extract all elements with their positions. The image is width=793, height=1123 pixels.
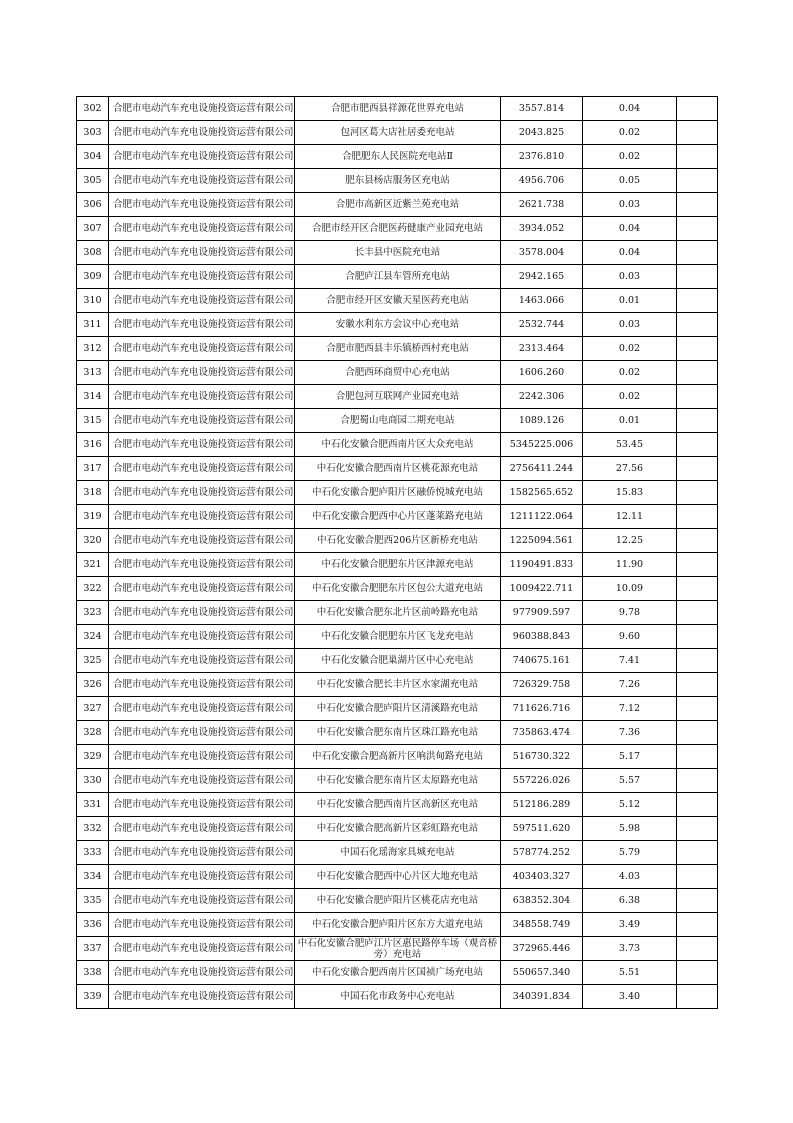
table-row [77,673,718,697]
remark-cell [677,601,718,625]
amount-cell: 5.12 [583,793,677,817]
company-cell: 合肥市电动汽车充电设施投资运营有限公司 [109,769,295,793]
table-row [77,985,718,1009]
table-row [77,409,718,433]
amount-cell: 7.36 [583,721,677,745]
amount-cell: 0.02 [583,145,677,169]
amount-cell: 0.02 [583,337,677,361]
station-name-cell: 中石化安徽合肥西南片区桃花源充电站 [295,457,501,481]
amount-cell: 3.49 [583,913,677,937]
station-name-cell: 中石化安徽合肥西南片区大众充电站 [295,433,501,457]
charge-volume-cell: 2532.744 [501,313,583,337]
row-number-cell: 322 [77,577,109,601]
amount-cell: 5.79 [583,841,677,865]
company-cell: 合肥市电动汽车充电设施投资运营有限公司 [109,601,295,625]
charge-volume-cell: 711626.716 [501,697,583,721]
remark-cell [677,961,718,985]
row-number-cell: 304 [77,145,109,169]
row-number-cell: 309 [77,265,109,289]
row-number-cell: 330 [77,769,109,793]
station-name-cell: 中石化安徽合肥巢湖片区中心充电站 [295,649,501,673]
table-row [77,841,718,865]
table-row [77,721,718,745]
company-cell: 合肥市电动汽车充电设施投资运营有限公司 [109,553,295,577]
table-row [77,505,718,529]
table-row [77,913,718,937]
station-name-cell: 合肥包河互联网产业园充电站 [295,385,501,409]
remark-cell [677,913,718,937]
row-number-cell: 320 [77,529,109,553]
table-row [77,529,718,553]
remark-cell [677,313,718,337]
remark-cell [677,169,718,193]
remark-cell [677,865,718,889]
station-name-cell: 长丰县中医院充电站 [295,241,501,265]
table-row [77,217,718,241]
table-row [77,313,718,337]
subsidy-table [76,96,718,1009]
amount-cell: 7.41 [583,649,677,673]
station-name-cell: 合肥西环商贸中心充电站 [295,361,501,385]
remark-cell [677,97,718,121]
amount-cell: 5.57 [583,769,677,793]
amount-cell: 15.83 [583,481,677,505]
charge-volume-cell: 2756411.244 [501,457,583,481]
remark-cell [677,529,718,553]
company-cell: 合肥市电动汽车充电设施投资运营有限公司 [109,673,295,697]
charge-volume-cell: 516730.322 [501,745,583,769]
station-name-cell: 中石化安徽合肥庐阳片区融侨悦城充电站 [295,481,501,505]
table-row [77,625,718,649]
company-cell: 合肥市电动汽车充电设施投资运营有限公司 [109,169,295,193]
charge-volume-cell: 5345225.006 [501,433,583,457]
charge-volume-cell: 3578.004 [501,241,583,265]
row-number-cell: 329 [77,745,109,769]
charge-volume-cell: 578774.252 [501,841,583,865]
remark-cell [677,889,718,913]
row-number-cell: 321 [77,553,109,577]
row-number-cell: 331 [77,793,109,817]
company-cell: 合肥市电动汽车充电设施投资运营有限公司 [109,865,295,889]
charge-volume-cell: 403403.327 [501,865,583,889]
company-cell: 合肥市电动汽车充电设施投资运营有限公司 [109,841,295,865]
table-row [77,793,718,817]
company-cell: 合肥市电动汽车充电设施投资运营有限公司 [109,481,295,505]
remark-cell [677,697,718,721]
remark-cell [677,505,718,529]
charge-volume-cell: 2313.464 [501,337,583,361]
remark-cell [677,241,718,265]
table-row [77,577,718,601]
remark-cell [677,289,718,313]
remark-cell [677,265,718,289]
company-cell: 合肥市电动汽车充电设施投资运营有限公司 [109,361,295,385]
row-number-cell: 316 [77,433,109,457]
row-number-cell: 312 [77,337,109,361]
table-row [77,97,718,121]
amount-cell: 9.60 [583,625,677,649]
table-row [77,769,718,793]
row-number-cell: 336 [77,913,109,937]
company-cell: 合肥市电动汽车充电设施投资运营有限公司 [109,385,295,409]
station-name-cell: 中石化安徽合肥西南片区高新区充电站 [295,793,501,817]
station-name-cell: 肥东县杨店服务区充电站 [295,169,501,193]
charge-volume-cell: 2043.825 [501,121,583,145]
row-number-cell: 315 [77,409,109,433]
remark-cell [677,337,718,361]
company-cell: 合肥市电动汽车充电设施投资运营有限公司 [109,433,295,457]
company-cell: 合肥市电动汽车充电设施投资运营有限公司 [109,745,295,769]
station-name-cell: 中石化安徽合肥肥东片区飞龙充电站 [295,625,501,649]
remark-cell [677,433,718,457]
row-number-cell: 337 [77,937,109,961]
charge-volume-cell: 960388.843 [501,625,583,649]
station-name-cell: 合肥庐江县车管所充电站 [295,265,501,289]
company-cell: 合肥市电动汽车充电设施投资运营有限公司 [109,985,295,1009]
station-name-cell: 合肥市肥西县丰乐镇桥西村充电站 [295,337,501,361]
charge-volume-cell: 735863.474 [501,721,583,745]
charge-volume-cell: 1211122.064 [501,505,583,529]
remark-cell [677,145,718,169]
remark-cell [677,553,718,577]
charge-volume-cell: 2376.810 [501,145,583,169]
amount-cell: 7.26 [583,673,677,697]
row-number-cell: 305 [77,169,109,193]
company-cell: 合肥市电动汽车充电设施投资运营有限公司 [109,913,295,937]
amount-cell: 0.02 [583,361,677,385]
charge-volume-cell: 3934.052 [501,217,583,241]
station-name-cell: 中石化安徽合肥东北片区前岭路充电站 [295,601,501,625]
row-number-cell: 319 [77,505,109,529]
row-number-cell: 328 [77,721,109,745]
charge-volume-cell: 1606.260 [501,361,583,385]
table-row [77,865,718,889]
company-cell: 合肥市电动汽车充电设施投资运营有限公司 [109,97,295,121]
row-number-cell: 326 [77,673,109,697]
amount-cell: 0.02 [583,121,677,145]
company-cell: 合肥市电动汽车充电设施投资运营有限公司 [109,721,295,745]
charge-volume-cell: 740675.161 [501,649,583,673]
remark-cell [677,457,718,481]
charge-volume-cell: 4956.706 [501,169,583,193]
charge-volume-cell: 340391.834 [501,985,583,1009]
charge-volume-cell: 1225094.561 [501,529,583,553]
amount-cell: 0.04 [583,241,677,265]
row-number-cell: 323 [77,601,109,625]
charge-volume-cell: 550657.340 [501,961,583,985]
row-number-cell: 310 [77,289,109,313]
table-row [77,817,718,841]
company-cell: 合肥市电动汽车充电设施投资运营有限公司 [109,577,295,601]
row-number-cell: 327 [77,697,109,721]
company-cell: 合肥市电动汽车充电设施投资运营有限公司 [109,145,295,169]
table-row [77,553,718,577]
station-name-cell: 中石化安徽合肥庐江片区惠民路停车场（观音桥旁）充电站 [295,937,501,961]
station-name-cell: 中石化安徽合肥长丰片区水家湖充电站 [295,673,501,697]
charge-volume-cell: 512186.289 [501,793,583,817]
company-cell: 合肥市电动汽车充电设施投资运营有限公司 [109,337,295,361]
row-number-cell: 317 [77,457,109,481]
remark-cell [677,385,718,409]
company-cell: 合肥市电动汽车充电设施投资运营有限公司 [109,697,295,721]
table-row [77,481,718,505]
table-row [77,961,718,985]
table-row [77,697,718,721]
company-cell: 合肥市电动汽车充电设施投资运营有限公司 [109,961,295,985]
amount-cell: 27.56 [583,457,677,481]
table-row [77,289,718,313]
company-cell: 合肥市电动汽车充电设施投资运营有限公司 [109,625,295,649]
table-row [77,193,718,217]
table-row [77,433,718,457]
charge-volume-cell: 1582565.652 [501,481,583,505]
table-row [77,169,718,193]
remark-cell [677,985,718,1009]
table-row [77,745,718,769]
remark-cell [677,121,718,145]
company-cell: 合肥市电动汽车充电设施投资运营有限公司 [109,121,295,145]
amount-cell: 4.03 [583,865,677,889]
station-name-cell: 包河区葛大店社居委充电站 [295,121,501,145]
remark-cell [677,673,718,697]
remark-cell [677,769,718,793]
station-name-cell: 中国石化市政务中心充电站 [295,985,501,1009]
amount-cell: 12.25 [583,529,677,553]
station-name-cell: 中石化安徽合肥肥东片区津源充电站 [295,553,501,577]
station-name-cell: 中石化安徽合肥肥东片区包公大道充电站 [295,577,501,601]
amount-cell: 53.45 [583,433,677,457]
company-cell: 合肥市电动汽车充电设施投资运营有限公司 [109,457,295,481]
charge-volume-cell: 1190491.833 [501,553,583,577]
remark-cell [677,481,718,505]
table-body [77,97,718,1009]
charge-volume-cell: 977909.597 [501,601,583,625]
remark-cell [677,745,718,769]
row-number-cell: 303 [77,121,109,145]
amount-cell: 6.38 [583,889,677,913]
station-name-cell: 中石化安徽合肥庐阳片区桃花店充电站 [295,889,501,913]
charge-volume-cell: 348558.749 [501,913,583,937]
remark-cell [677,217,718,241]
company-cell: 合肥市电动汽车充电设施投资运营有限公司 [109,193,295,217]
table-row [77,649,718,673]
remark-cell [677,625,718,649]
company-cell: 合肥市电动汽车充电设施投资运营有限公司 [109,289,295,313]
amount-cell: 7.12 [583,697,677,721]
remark-cell [677,577,718,601]
company-cell: 合肥市电动汽车充电设施投资运营有限公司 [109,649,295,673]
company-cell: 合肥市电动汽车充电设施投资运营有限公司 [109,265,295,289]
row-number-cell: 332 [77,817,109,841]
row-number-cell: 339 [77,985,109,1009]
table-row [77,265,718,289]
station-name-cell: 合肥市经开区合肥医药健康产业园充电站 [295,217,501,241]
table-row [77,889,718,913]
amount-cell: 5.17 [583,745,677,769]
charge-volume-cell: 2942.165 [501,265,583,289]
amount-cell: 5.98 [583,817,677,841]
remark-cell [677,649,718,673]
charge-volume-cell: 638352.304 [501,889,583,913]
amount-cell: 0.01 [583,289,677,313]
company-cell: 合肥市电动汽车充电设施投资运营有限公司 [109,937,295,961]
station-name-cell: 中石化安徽合肥高新片区彩虹路充电站 [295,817,501,841]
table-row [77,457,718,481]
station-name-cell: 中石化安徽合肥高新片区响洪甸路充电站 [295,745,501,769]
amount-cell: 0.01 [583,409,677,433]
station-name-cell: 中石化安徽合肥东南片区珠江路充电站 [295,721,501,745]
row-number-cell: 325 [77,649,109,673]
charge-volume-cell: 3557.814 [501,97,583,121]
table-row [77,385,718,409]
charge-volume-cell: 2621.738 [501,193,583,217]
row-number-cell: 306 [77,193,109,217]
station-name-cell: 合肥市经开区安徽天星医药充电站 [295,289,501,313]
station-name-cell: 安徽水利东方会议中心充电站 [295,313,501,337]
company-cell: 合肥市电动汽车充电设施投资运营有限公司 [109,409,295,433]
table-row [77,241,718,265]
remark-cell [677,361,718,385]
remark-cell [677,841,718,865]
remark-cell [677,721,718,745]
amount-cell: 0.03 [583,265,677,289]
station-name-cell: 中石化安徽合肥西206片区新桥充电站 [295,529,501,553]
amount-cell: 3.73 [583,937,677,961]
company-cell: 合肥市电动汽车充电设施投资运营有限公司 [109,313,295,337]
amount-cell: 0.04 [583,97,677,121]
table-row [77,937,718,961]
row-number-cell: 335 [77,889,109,913]
charge-volume-cell: 1009422.711 [501,577,583,601]
row-number-cell: 307 [77,217,109,241]
station-name-cell: 中石化安徽合肥西中心片区蓬莱路充电站 [295,505,501,529]
amount-cell: 9.78 [583,601,677,625]
station-name-cell: 合肥市高新区近紫兰苑充电站 [295,193,501,217]
station-name-cell: 中石化安徽合肥西中心片区大地充电站 [295,865,501,889]
station-name-cell: 合肥蜀山电商园二期充电站 [295,409,501,433]
remark-cell [677,193,718,217]
table-row [77,337,718,361]
row-number-cell: 302 [77,97,109,121]
remark-cell [677,937,718,961]
company-cell: 合肥市电动汽车充电设施投资运营有限公司 [109,529,295,553]
charge-volume-cell: 557226.026 [501,769,583,793]
station-name-cell: 中石化安徽合肥庐阳片区东方大道充电站 [295,913,501,937]
company-cell: 合肥市电动汽车充电设施投资运营有限公司 [109,793,295,817]
row-number-cell: 324 [77,625,109,649]
amount-cell: 0.04 [583,217,677,241]
company-cell: 合肥市电动汽车充电设施投资运营有限公司 [109,889,295,913]
charge-volume-cell: 1463.066 [501,289,583,313]
company-cell: 合肥市电动汽车充电设施投资运营有限公司 [109,817,295,841]
amount-cell: 0.05 [583,169,677,193]
amount-cell: 11.90 [583,553,677,577]
amount-cell: 12.11 [583,505,677,529]
company-cell: 合肥市电动汽车充电设施投资运营有限公司 [109,217,295,241]
row-number-cell: 334 [77,865,109,889]
charge-volume-cell: 1089.126 [501,409,583,433]
table-row [77,601,718,625]
amount-cell: 0.02 [583,385,677,409]
row-number-cell: 308 [77,241,109,265]
station-name-cell: 合肥市肥西县祥源花世界充电站 [295,97,501,121]
station-name-cell: 中国石化瑶海家具城充电站 [295,841,501,865]
amount-cell: 5.51 [583,961,677,985]
row-number-cell: 338 [77,961,109,985]
remark-cell [677,793,718,817]
charge-volume-cell: 372965.446 [501,937,583,961]
amount-cell: 0.03 [583,193,677,217]
amount-cell: 3.40 [583,985,677,1009]
amount-cell: 10.09 [583,577,677,601]
company-cell: 合肥市电动汽车充电设施投资运营有限公司 [109,241,295,265]
row-number-cell: 311 [77,313,109,337]
table-row [77,145,718,169]
station-name-cell: 合肥肥东人民医院充电站Ⅱ [295,145,501,169]
amount-cell: 0.03 [583,313,677,337]
remark-cell [677,817,718,841]
station-name-cell: 中石化安徽合肥西南片区国祯广场充电站 [295,961,501,985]
row-number-cell: 333 [77,841,109,865]
station-name-cell: 中石化安徽合肥庐阳片区清溪路充电站 [295,697,501,721]
charge-volume-cell: 726329.758 [501,673,583,697]
charge-volume-cell: 597511.620 [501,817,583,841]
charge-volume-cell: 2242.306 [501,385,583,409]
table-row [77,361,718,385]
company-cell: 合肥市电动汽车充电设施投资运营有限公司 [109,505,295,529]
table-row [77,121,718,145]
row-number-cell: 314 [77,385,109,409]
remark-cell [677,409,718,433]
station-name-cell: 中石化安徽合肥东南片区太原路充电站 [295,769,501,793]
row-number-cell: 313 [77,361,109,385]
row-number-cell: 318 [77,481,109,505]
